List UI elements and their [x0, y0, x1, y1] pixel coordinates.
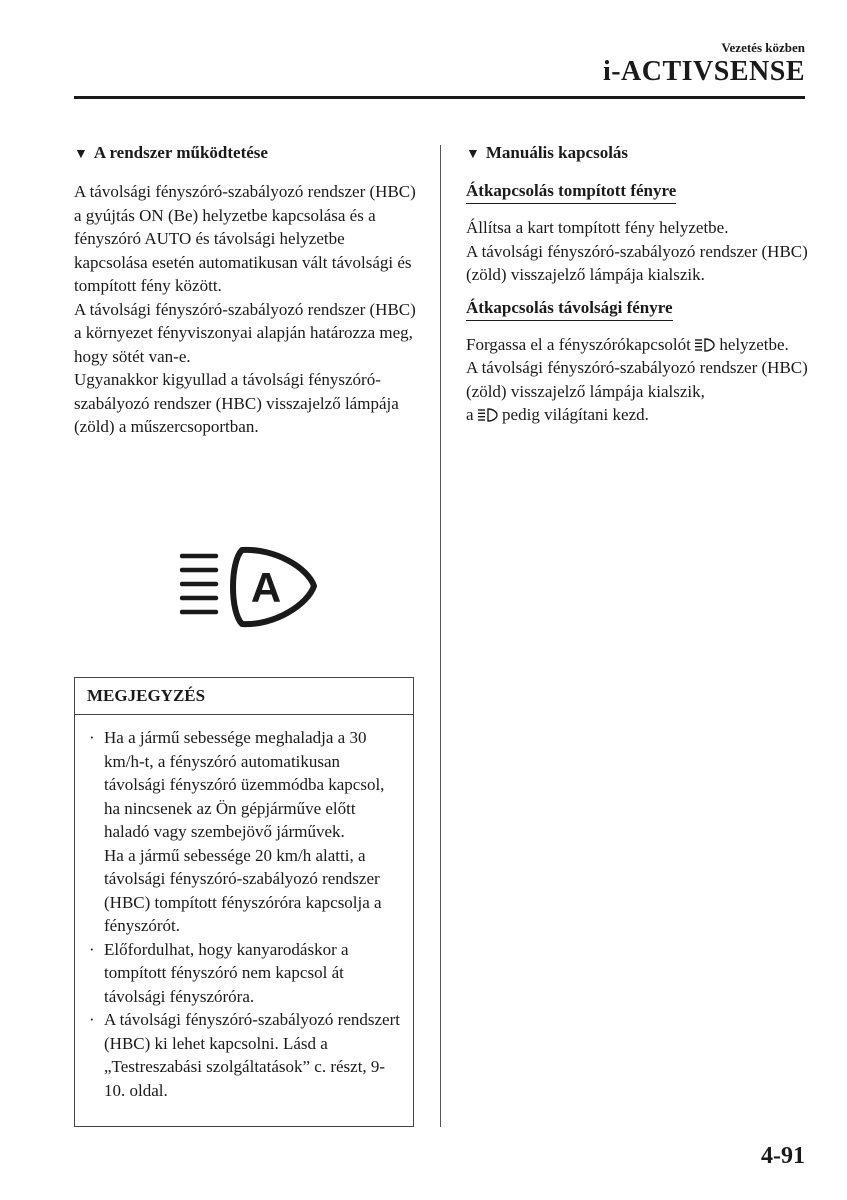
low-beam-paragraph-1: Állítsa a kart tompított fény helyzetbe.	[466, 218, 729, 237]
note-item-text: Ha a jármű sebessége 20 km/h alatti, a távolsági fényszóró-szabályozó rendszer (HBC) tompított fényszóróra kapcsolja a fényszórót.	[104, 845, 382, 935]
bullet-dot-icon: ·	[89, 1010, 95, 1029]
header-rule	[74, 96, 805, 99]
bullet-dot-icon: ·	[89, 939, 95, 959]
svg-text:A: A	[250, 564, 282, 611]
operation-paragraph-2: A távolsági fényszóró-szabályozó rendszer (HBC) a környezet fényviszonyai alapján határozza meg, hogy sötét van-e.	[74, 299, 416, 366]
note-item	[89, 1008, 401, 1102]
high-beam-paragraph-3: a pedig világítani kezd.	[466, 405, 649, 424]
triangle-bullet-icon: ▼	[74, 147, 88, 162]
high-beam-symbol-icon	[695, 338, 715, 352]
note-item-text: Ha a jármű sebessége meghaladja a 30 km/h-t, a fényszóró automatikusan távolsági fényszóró üzemmódba kapcsol, ha nincsenek az Ön gépjárműve előtt haladó vagy szembejövő járművek.	[104, 728, 385, 841]
bullet-dot-icon: ·	[89, 728, 95, 747]
high-beam-paragraph-2: A távolsági fényszóró-szabályozó rendszer (HBC) (zöld) visszajelző lámpája kialszik,	[466, 358, 808, 401]
left-column	[74, 141, 419, 439]
column-divider	[440, 145, 441, 1127]
high-beam-symbol-icon	[478, 408, 498, 422]
note-list	[75, 715, 413, 1102]
note-item	[89, 726, 401, 938]
operation-paragraph-3: Ugyanakkor kigyullad a távolsági fényszóró-szabályozó rendszer (HBC) visszajelző lámpája (zöld) a műszercsoportban.	[74, 370, 399, 436]
chapter-title: i-ACTIVSENSE	[602, 56, 805, 87]
operation-paragraph-1: A távolsági fényszóró-szabályozó rendszer (HBC) a gyújtás ON (Be) helyzetbe kapcsolása és a fényszóró AUTO és távolsági helyzetbe kapcsolása esetén automatikusan vált távolsági és tompított fény között.	[74, 182, 416, 295]
note-box	[74, 677, 414, 1127]
right-column	[466, 141, 811, 427]
running-header-section: Vezetés közben	[721, 40, 805, 55]
note-item	[89, 938, 401, 1009]
auto-high-beam-indicator-icon	[180, 546, 318, 628]
low-beam-paragraph-2: A távolsági fényszóró-szabályozó rendszer (HBC) (zöld) visszajelző lámpája kialszik.	[466, 241, 808, 284]
note-item-text: A távolsági fényszóró-szabályozó rendszert (HBC) ki lehet kapcsolni. Lásd a „Testreszabási szolgáltatások” c. részt, 9-10. oldal.	[104, 1010, 400, 1100]
subheading-low-beam: Átkapcsolás tompított fényre	[466, 180, 676, 204]
section-heading-manual: ▼ Manuális kapcsolás	[466, 143, 629, 162]
section-heading-operation: ▼ A rendszer működtetése	[74, 143, 268, 162]
high-beam-paragraph-1: Forgassa el a fényszórókapcsolót helyzetbe.	[466, 334, 789, 354]
note-item-text: Előfordulhat, hogy kanyarodáskor a tompított fényszóró nem kapcsol át távolsági fényszóróra.	[104, 939, 349, 1006]
subheading-high-beam: Átkapcsolás távolsági fényre	[466, 297, 673, 321]
note-title: MEGJEGYZÉS	[75, 678, 413, 715]
triangle-bullet-icon: ▼	[466, 147, 480, 162]
page-number: 4-91	[761, 1143, 805, 1169]
